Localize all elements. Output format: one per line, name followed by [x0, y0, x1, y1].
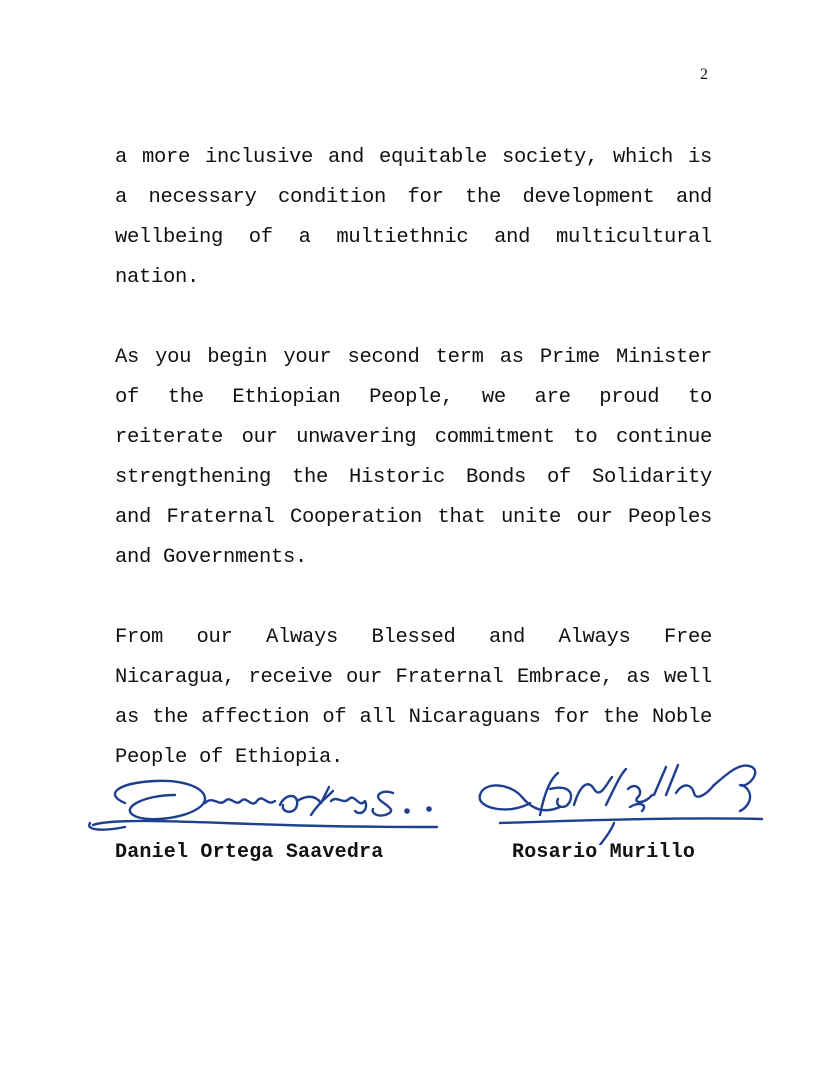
paragraph: a more inclusive and equitable society, which is a necessary condition for the development and wellbeing of a multiethnic and multicultural nation. [115, 146, 712, 289]
page-number: 2 [700, 66, 708, 83]
paragraph: From our Always Blessed and Always Free Nicaragua, receive our Fraternal Embrace, as well as the affection of all Nicaraguans for the Noble People of Ethiopia. [115, 626, 712, 769]
signatory-name: Daniel Ortega Saavedra [115, 841, 384, 864]
signatory-name: Rosario Murillo [512, 841, 696, 864]
signature-image [85, 765, 445, 845]
signature-block [0, 745, 825, 875]
signature-image [470, 745, 770, 845]
signature-rosario-murillo [470, 745, 770, 845]
signature-daniel-ortega [85, 765, 445, 845]
letter-body [115, 138, 712, 818]
paragraph: As you begin your second term as Prime Minister of the Ethiopian People, we are proud to reiterate our unwavering commitment to continue strengthening the Historic Bonds of Solidarity and Fraternal Cooperation that unite our Peoples and Governments. [115, 346, 712, 569]
